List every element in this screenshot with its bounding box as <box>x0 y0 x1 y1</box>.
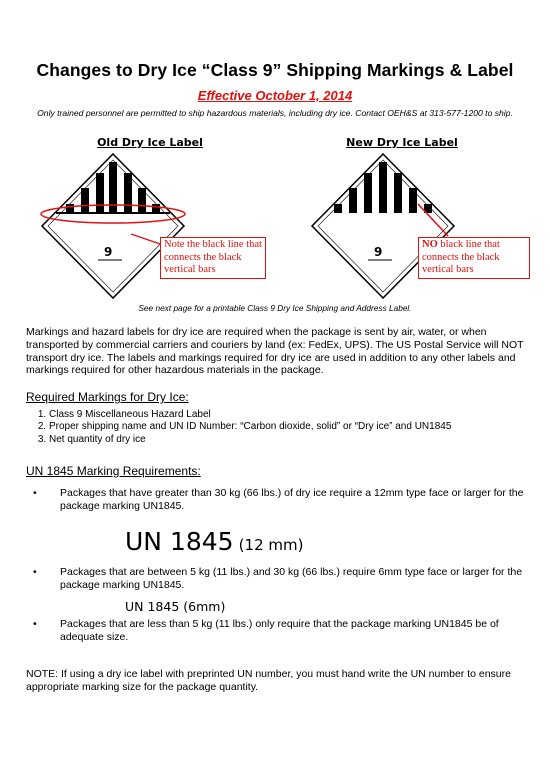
personnel-notice: Only trained personnel are permitted to ship hazardous materials, including dry ice. Contact OEH&S at 313-577-1200 to ship. <box>37 108 513 118</box>
label-caption: See next page for a printable Class 9 Dry Ice Shipping and Address Label. <box>138 303 412 313</box>
un1845-6mm-sample: UN 1845 (6mm) <box>125 599 226 614</box>
note-paragraph: NOTE: If using a dry ice label with preprinted UN number, you must hand write the UN number to ensure appropriate marking size for the package quantity. <box>26 668 511 693</box>
intro-paragraph: Markings and hazard labels for dry ice are required when the package is sent by air, water, or when transported by commercial carriers and couriers by land (ex: FedEx, UPS). The US Postal Service will NOT transport dry ice. The labels and markings required for dry ice are used in addition to any other labels and markings required for other hazardous materials in the package. <box>26 326 524 377</box>
effective-date: Effective October 1, 2014 <box>197 88 353 103</box>
required-markings-heading: Required Markings for Dry Ice: <box>26 390 189 404</box>
old-class-number: 9 <box>104 245 113 259</box>
required-markings-list <box>26 409 451 446</box>
list-item: 1. Class 9 Miscellaneous Hazard Label <box>49 409 451 421</box>
list-item: • Packages that are less than 5 kg (11 lbs.) only require that the package marking UN1845 be of adequate size. <box>33 618 499 643</box>
new-callout-no: NO <box>422 239 438 250</box>
list-item: • Packages that have greater than 30 kg (66 lbs.) of dry ice require a 12mm type face or larger for the package marking UN1845. <box>33 487 524 512</box>
bullet-icon: • <box>33 487 37 499</box>
new-callout-rest: black line that connects the black vertical bars <box>422 239 500 275</box>
list-item: • Packages that are between 5 kg (11 lbs.) and 30 kg (66 lbs.) require 6mm type face or larger for the package marking UN1845. <box>33 566 523 591</box>
new-label-callout <box>418 237 530 279</box>
list-item: 2. Proper shipping name and UN ID Number: “Carbon dioxide, solid” or “Dry ice” and UN1845 <box>49 421 451 433</box>
document-title: Changes to Dry Ice “Class 9” Shipping Markings & Label <box>36 60 514 80</box>
bullet-icon: • <box>33 618 37 630</box>
un1845-heading: UN 1845 Marking Requirements: <box>26 464 201 478</box>
new-class-number: 9 <box>374 245 383 259</box>
old-label-heading: Old Dry Ice Label <box>97 136 203 149</box>
list-item: 3. Net quantity of dry ice <box>49 434 451 446</box>
bullet-icon: • <box>33 566 37 578</box>
new-label-heading: New Dry Ice Label <box>346 136 458 149</box>
old-label-callout: Note the black line that connects the black vertical bars <box>160 237 266 279</box>
un1845-12mm-sample: UN 1845 (12 mm) <box>125 527 304 556</box>
